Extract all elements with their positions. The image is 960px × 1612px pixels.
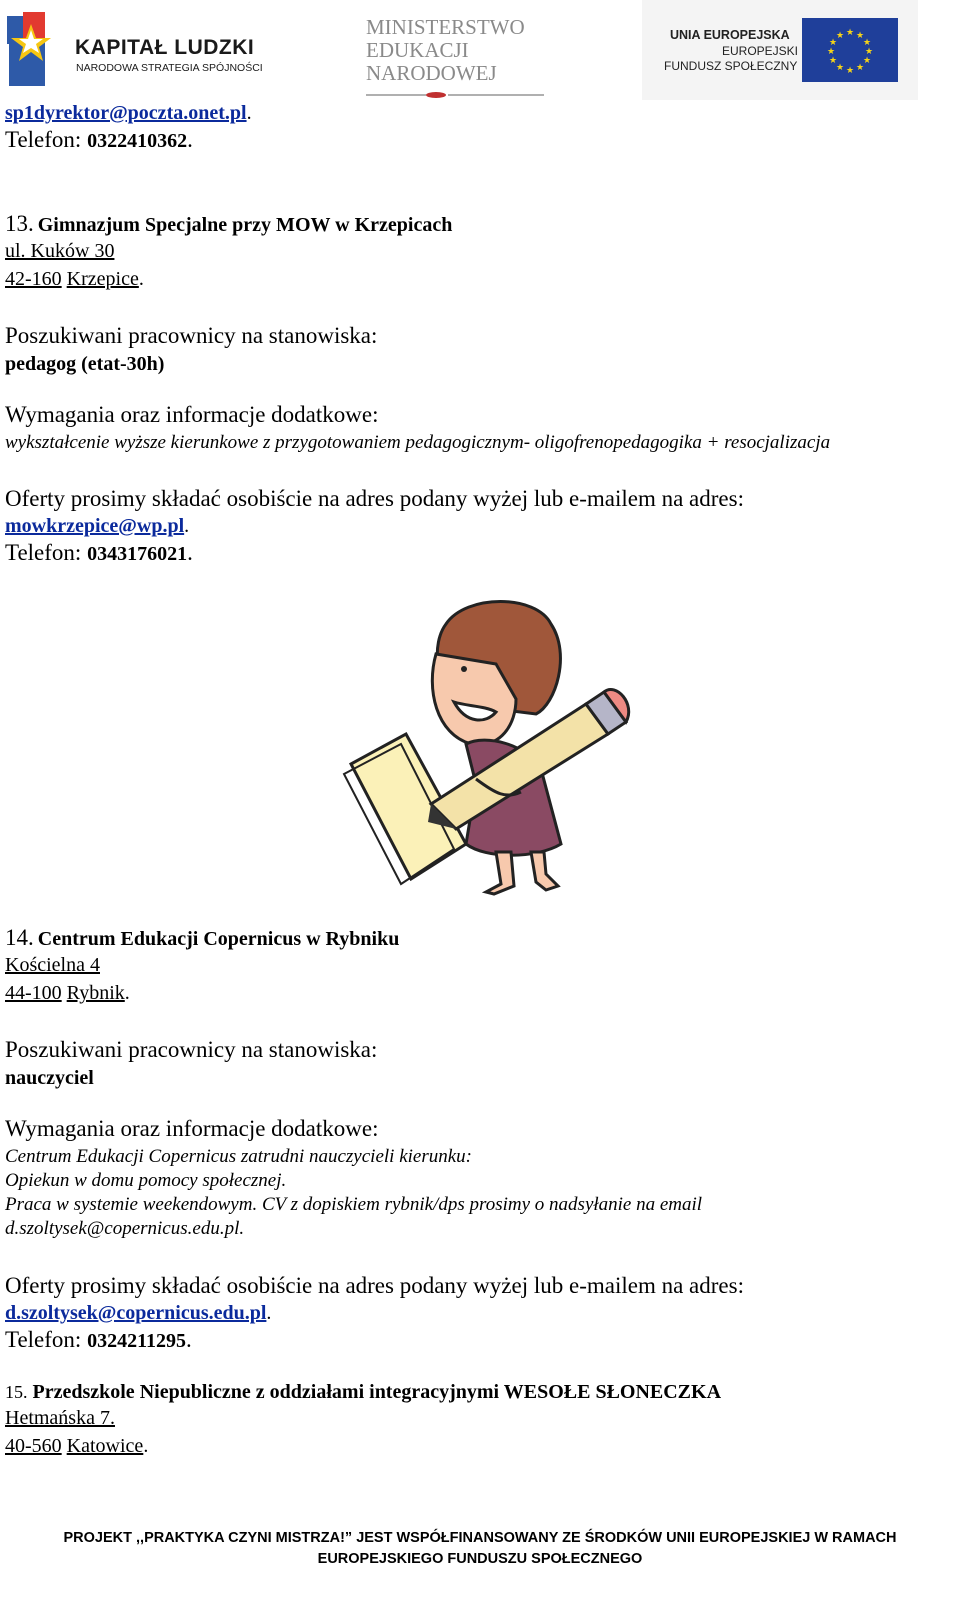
entry15-city[interactable]: Katowice — [66, 1435, 144, 1457]
top-phone-suffix: . — [187, 127, 193, 152]
entry13-email-link[interactable]: mowkrzepice@wp.pl — [5, 515, 185, 537]
entry13-city-suffix: . — [138, 268, 144, 290]
entry13-number: 13. — [5, 211, 34, 236]
entry14-phone-suffix: . — [185, 1327, 192, 1352]
entry15-city-line — [5, 1435, 148, 1458]
entry13-city[interactable]: Krzepice — [66, 268, 139, 290]
svg-text:★: ★ — [864, 47, 874, 57]
entry13-phone-label: Telefon: — [5, 540, 88, 565]
entry14-phone-line — [5, 1327, 192, 1353]
entry13-phone-suffix: . — [187, 540, 193, 565]
top-phone-label: Telefon: — [5, 127, 88, 152]
entry14-postal[interactable]: 44-100 — [5, 982, 62, 1004]
entry13-phone-line — [5, 540, 193, 566]
entry14-number: 14. — [5, 925, 34, 950]
entry14-heading — [5, 925, 399, 951]
entry14-req-line-2: Opiekun w domu pomocy społecznej. — [5, 1170, 287, 1191]
entry14-street-line — [5, 954, 100, 977]
ministerstwo-line-1: MINISTERSTWO — [366, 15, 525, 39]
eu-flag-icon — [802, 18, 898, 82]
eu-line-1: UNIA EUROPEJSKA — [670, 28, 790, 42]
entry13-email-suffix: . — [184, 515, 190, 537]
entry14-street[interactable]: Kościelna 4 — [5, 954, 100, 976]
entry15-city-suffix: . — [143, 1435, 149, 1457]
entry15-number: 15. — [5, 1382, 28, 1402]
entry13-req-label: Wymagania oraz informacje dodatkowe: — [5, 402, 379, 427]
top-email-line — [5, 102, 252, 125]
top-email-suffix: . — [246, 102, 252, 124]
ministerstwo-logo — [366, 16, 546, 102]
entry13-postal[interactable]: 42-160 — [5, 268, 62, 290]
entry13-req: wykształcenie wyższe kierunkowe z przygotowaniem pedagogicznym- oligofrenopedagogika + resocjalizacja — [5, 432, 831, 453]
top-email-link[interactable]: sp1dyrektor@poczta.onet.pl — [5, 102, 247, 124]
entry13-city-line — [5, 268, 144, 291]
ministerstwo-line-3: NARODOWEJ — [366, 61, 497, 85]
entry13-positions: pedagog (etat-30h) — [5, 353, 165, 375]
svg-text:★: ★ — [845, 28, 855, 38]
svg-text:★: ★ — [835, 63, 845, 73]
svg-text:★: ★ — [862, 38, 872, 48]
svg-text:★: ★ — [855, 63, 865, 73]
entry14-positions: nauczyciel — [5, 1067, 94, 1089]
kapital-title: KAPITAŁ LUDZKI — [75, 36, 255, 59]
top-phone-line — [5, 127, 193, 153]
entry13-email-line — [5, 515, 189, 538]
entry14-city-suffix: . — [124, 982, 130, 1004]
entry13-phone-number: 0343176021 — [87, 543, 188, 565]
entry14-req-line-4: d.szoltysek@copernicus.edu.pl. — [5, 1218, 245, 1239]
entry14-phone-number: 0324211295 — [87, 1330, 186, 1352]
entry13-heading — [5, 211, 452, 237]
footer-line-1: PROJEKT ,,PRAKTYKA CZYNI MISTRZA!” JEST WSPÓŁFINANSOWANY ZE ŚRODKÓW UNII EUROPEJSKIEJ W RAMACH — [63, 1530, 897, 1546]
entry14-name: Centrum Edukacji Copernicus w Rybniku — [37, 928, 400, 950]
entry14-req-line-3: Praca w systemie weekendowym. CV z dopiskiem rybnik/dps prosimy o nadsyłanie na email — [5, 1194, 703, 1215]
svg-text:★: ★ — [862, 56, 872, 66]
eu-line-3: FUNDUSZ SPOŁECZNY — [664, 59, 798, 73]
entry14-email-link[interactable]: d.szoltysek@copernicus.edu.pl — [5, 1302, 267, 1324]
svg-text:★: ★ — [828, 56, 838, 66]
kapital-ludzki-star-icon — [5, 8, 67, 90]
kapital-ludzki-logo — [5, 8, 265, 90]
footer-line-2: EUROPEJSKIEGO FUNDUSZU SPOŁECZNEGO — [317, 1551, 643, 1567]
entry14-req-line-1: Centrum Edukacji Copernicus zatrudni nauczycieli kierunku: — [5, 1146, 472, 1167]
entry14-city[interactable]: Rybnik — [66, 982, 125, 1004]
entry14-city-line — [5, 982, 130, 1005]
svg-text:★: ★ — [845, 66, 855, 76]
teacher-with-pencil-clipart — [336, 594, 641, 899]
entry13-positions-label: Poszukiwani pracownicy na stanowiska: — [5, 323, 378, 348]
entry13-street[interactable]: ul. Kuków 30 — [5, 240, 115, 262]
pen-flourish-icon — [366, 90, 544, 100]
entry13-name: Gimnazjum Specjalne przy MOW w Krzepicach — [37, 214, 453, 236]
entry15-street-line — [5, 1407, 115, 1430]
entry14-positions-label: Poszukiwani pracownicy na stanowiska: — [5, 1037, 378, 1062]
svg-text:★: ★ — [835, 31, 845, 41]
kapital-subtitle: NARODOWA STRATEGIA SPÓJNOŚCI — [76, 62, 263, 74]
entry15-street[interactable]: Hetmańska 7. — [5, 1407, 115, 1429]
svg-text:★: ★ — [828, 38, 838, 48]
eu-line-2: EUROPEJSKI — [722, 44, 799, 58]
top-phone-number: 0322410362 — [87, 130, 188, 152]
entry14-email-suffix: . — [266, 1302, 272, 1324]
entry14-email-line — [5, 1302, 271, 1325]
eu-logo — [642, 0, 918, 100]
entry14-phone-label: Telefon: — [5, 1327, 88, 1352]
entry13-offers-label: Oferty prosimy składać osobiście na adres podany wyżej lub e-mailem na adres: — [5, 486, 744, 511]
svg-text:★: ★ — [826, 47, 836, 57]
svg-text:★: ★ — [855, 31, 865, 41]
ministerstwo-line-2: EDUKACJI — [366, 38, 469, 62]
entry14-offers-label: Oferty prosimy składać osobiście na adres podany wyżej lub e-mailem na adres: — [5, 1273, 744, 1298]
entry15-heading — [5, 1381, 721, 1404]
entry13-street-line — [5, 240, 114, 263]
entry15-postal[interactable]: 40-560 — [5, 1435, 62, 1457]
entry15-name: Przedszkole Niepubliczne z oddziałami integracyjnymi WESOŁE SŁONECZKA — [32, 1381, 722, 1403]
entry14-req-label: Wymagania oraz informacje dodatkowe: — [5, 1116, 379, 1141]
